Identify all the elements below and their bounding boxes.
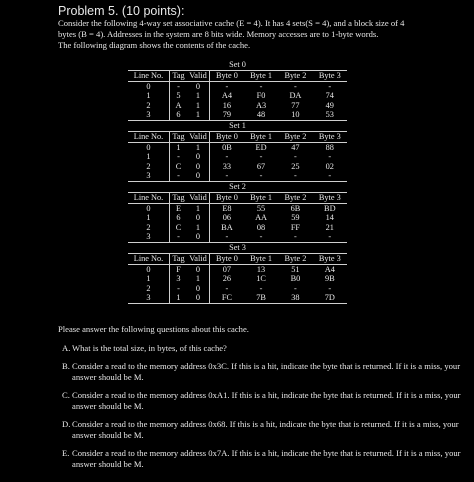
table-header-row xyxy=(128,192,347,203)
table-cell: F xyxy=(176,264,181,274)
table-cell: A3 xyxy=(255,100,267,110)
table-header-row xyxy=(128,253,347,264)
table-cell: - xyxy=(294,81,297,91)
table-row xyxy=(128,81,347,91)
column-header: Byte 3 xyxy=(313,192,347,203)
column-header: Byte 0 xyxy=(210,253,244,264)
cache-set-table xyxy=(128,131,347,182)
cache-set xyxy=(128,121,347,182)
problem-title: Problem 5. (10 points): xyxy=(58,4,185,18)
table-cell: 0 xyxy=(187,152,210,162)
table-cell: 0 xyxy=(187,232,210,242)
table-cell: 0 xyxy=(128,81,170,91)
table-cell: 38 xyxy=(278,293,312,303)
intro-line: Consider the following 4-way set associative cache (E = 4). It has 4 sets(S = 4), and a block size of 4 xyxy=(58,18,405,28)
table-cell: 6 xyxy=(176,213,181,223)
table-cell: 0 xyxy=(187,284,210,294)
table-row xyxy=(128,171,347,181)
table-cell: 26 xyxy=(222,274,232,284)
table-cell: - xyxy=(244,232,278,242)
table-cell: 21 xyxy=(325,222,334,232)
table-cell: 1 xyxy=(128,274,170,284)
table-cell: 3 xyxy=(128,171,170,181)
column-header: Valid xyxy=(187,71,210,82)
column-header: Line No. xyxy=(128,253,170,264)
set-label: Set 1 xyxy=(229,120,246,130)
table-cell: 0 xyxy=(187,81,210,91)
question-text: Consider a read to the memory address 0x7A. If this is a hit, indicate the byte that is returned. If it is a miss, your answer should be M. xyxy=(72,448,461,469)
questions-list xyxy=(58,343,470,470)
table-cell: 1 xyxy=(187,110,210,120)
table-cell: 1 xyxy=(128,152,170,162)
question-text: Consider a read to the memory address 0x68. If this is a hit, indicate the byte that is returned. If it is a miss, your answer should be M. xyxy=(72,419,459,440)
cache-set-table xyxy=(128,192,347,243)
table-cell: - xyxy=(313,171,347,181)
table-cell: - xyxy=(170,171,188,181)
table-cell: 1 xyxy=(187,223,210,233)
table-cell: - xyxy=(278,171,312,181)
question-key: E. xyxy=(62,448,70,458)
table-cell: 08 xyxy=(256,222,266,232)
set-label: Set 0 xyxy=(229,60,246,69)
table-cell: AA xyxy=(255,213,268,223)
column-header: Byte 3 xyxy=(313,131,347,142)
table-cell: 07 xyxy=(222,264,232,274)
table-cell: 13 xyxy=(256,264,266,274)
column-header: Valid xyxy=(187,131,210,142)
cache-set xyxy=(128,182,347,243)
table-cell: 0 xyxy=(187,171,210,181)
table-cell: 3 xyxy=(128,293,170,303)
table-cell: - xyxy=(259,283,263,293)
table-cell: E8 xyxy=(222,203,232,213)
table-cell: 48 xyxy=(244,110,278,120)
question-key: C. xyxy=(62,390,70,400)
table-cell: BA xyxy=(221,222,233,232)
column-header: Byte 2 xyxy=(278,192,312,203)
column-header: Byte 1 xyxy=(244,192,278,203)
set-label: Set 2 xyxy=(229,181,246,191)
table-row xyxy=(128,142,347,152)
table-cell: 79 xyxy=(210,110,244,120)
table-cell: 1 xyxy=(128,213,170,223)
questions-lead: Please answer the following questions about this cache. xyxy=(58,324,249,334)
question-item xyxy=(58,448,470,470)
table-cell: 9B xyxy=(324,274,335,284)
question-item xyxy=(58,419,470,441)
table-cell: 1 xyxy=(170,293,188,303)
table-cell: 7B xyxy=(244,293,278,303)
table-row xyxy=(128,91,347,101)
table-cell: - xyxy=(259,81,263,91)
table-cell: - xyxy=(294,152,297,162)
table-cell: 33 xyxy=(222,161,232,171)
table-cell: 2 xyxy=(128,284,170,294)
table-cell: 49 xyxy=(325,100,334,110)
table-cell: 1 xyxy=(187,101,210,111)
column-header: Tag xyxy=(170,71,188,82)
table-cell: ED xyxy=(255,142,267,152)
table-cell: 0 xyxy=(187,264,210,274)
table-cell: 0 xyxy=(128,203,170,213)
table-row xyxy=(128,274,347,284)
table-cell: C xyxy=(175,161,182,171)
table-cell: 1 xyxy=(187,203,210,213)
column-header: Line No. xyxy=(128,71,170,82)
column-header: Byte 3 xyxy=(313,253,347,264)
table-cell: 6B xyxy=(290,203,301,213)
table-cell: - xyxy=(328,81,332,91)
table-cell: C xyxy=(175,222,182,232)
table-cell: 2 xyxy=(128,223,170,233)
table-row xyxy=(128,293,347,303)
column-header: Valid xyxy=(187,253,210,264)
column-header: Byte 2 xyxy=(278,131,312,142)
question-key: B. xyxy=(62,361,70,371)
cache-set xyxy=(128,60,347,121)
table-cell: 02 xyxy=(325,161,334,171)
table-row xyxy=(128,203,347,213)
table-cell: 0 xyxy=(187,162,210,172)
table-cell: - xyxy=(328,152,332,162)
table-cell: - xyxy=(244,171,278,181)
table-cell: B0 xyxy=(290,274,301,284)
table-cell: 1 xyxy=(187,91,210,101)
table-header-row xyxy=(128,71,347,82)
table-row xyxy=(128,232,347,242)
table-cell: - xyxy=(225,81,229,91)
column-header: Byte 0 xyxy=(210,192,244,203)
table-cell: 3 xyxy=(176,274,181,284)
column-header: Line No. xyxy=(128,192,170,203)
question-text: What is the total size, in bytes, of this cache? xyxy=(72,343,227,353)
column-header: Tag xyxy=(170,192,188,203)
table-cell: 51 xyxy=(291,264,300,274)
table-cell: FF xyxy=(290,222,301,232)
table-cell: 0 xyxy=(187,293,210,303)
table-cell: 3 xyxy=(128,110,170,120)
table-cell: 06 xyxy=(222,213,232,223)
table-cell: - xyxy=(170,232,188,242)
cache-diagram xyxy=(128,60,347,304)
problem-intro xyxy=(58,18,468,51)
table-cell: A4 xyxy=(221,91,232,101)
table-cell: 0 xyxy=(128,142,170,152)
table-cell: 1 xyxy=(187,274,210,284)
column-header: Byte 0 xyxy=(210,131,244,142)
table-cell: 1 xyxy=(187,142,210,152)
table-cell: - xyxy=(177,283,180,293)
table-cell: BD xyxy=(324,203,336,213)
set-label: Set 3 xyxy=(229,242,246,252)
table-cell: 6 xyxy=(170,110,188,120)
table-cell: 2 xyxy=(128,101,170,111)
table-cell: - xyxy=(210,232,244,242)
table-cell: F0 xyxy=(256,91,266,101)
table-cell: 0 xyxy=(187,213,210,223)
table-row xyxy=(128,110,347,120)
table-cell: 10 xyxy=(278,110,312,120)
question-item xyxy=(58,390,470,412)
question-text: Consider a read to the memory address 0x3C. If this is a hit, indicate the byte that is returned. If it is a miss, your answer should be M. xyxy=(72,361,461,382)
questions-section xyxy=(58,324,470,477)
table-cell: 16 xyxy=(222,100,232,110)
table-cell: - xyxy=(313,232,347,242)
table-cell: 7D xyxy=(313,293,347,303)
table-cell: 3 xyxy=(128,232,170,242)
table-cell: 5 xyxy=(176,91,181,101)
column-header: Byte 0 xyxy=(210,71,244,82)
table-row xyxy=(128,162,347,172)
table-cell: 1 xyxy=(176,142,181,152)
column-header: Tag xyxy=(170,253,188,264)
question-key: A. xyxy=(62,343,71,353)
table-row xyxy=(128,213,347,223)
table-cell: - xyxy=(225,283,229,293)
table-cell: - xyxy=(259,152,263,162)
table-cell: A4 xyxy=(324,264,335,274)
table-cell: 47 xyxy=(291,142,300,152)
table-cell: 1 xyxy=(128,91,170,101)
table-cell: - xyxy=(225,152,229,162)
table-row xyxy=(128,223,347,233)
table-cell: 59 xyxy=(291,213,300,223)
column-header: Tag xyxy=(170,131,188,142)
table-cell: 67 xyxy=(256,161,266,171)
table-cell: - xyxy=(177,152,180,162)
table-cell: A xyxy=(175,100,182,110)
column-header: Byte 2 xyxy=(278,253,312,264)
column-header: Byte 3 xyxy=(313,71,347,82)
table-cell: 0B xyxy=(222,142,232,152)
table-cell: - xyxy=(294,283,297,293)
table-cell: - xyxy=(328,283,332,293)
table-row xyxy=(128,284,347,294)
table-cell: 14 xyxy=(325,213,334,223)
column-header: Byte 2 xyxy=(278,71,312,82)
table-row xyxy=(128,264,347,274)
column-header: Line No. xyxy=(128,131,170,142)
table-cell: 74 xyxy=(325,91,334,101)
intro-line: The following diagram shows the contents of the cache. xyxy=(58,40,251,50)
cache-set-table xyxy=(128,253,347,304)
table-cell: DA xyxy=(289,91,302,101)
table-cell: 77 xyxy=(291,100,300,110)
table-cell: 1C xyxy=(256,274,266,284)
column-header: Byte 1 xyxy=(244,71,278,82)
intro-line: bytes (B = 4). Addresses in the system are 8 bits wide. Memory accesses are to 1-byte words. xyxy=(58,29,379,39)
column-header: Byte 1 xyxy=(244,131,278,142)
cache-set xyxy=(128,243,347,304)
table-cell: 53 xyxy=(313,110,347,120)
cache-set-table xyxy=(128,70,347,121)
table-cell: E xyxy=(175,203,182,213)
question-text: Consider a read to the memory address 0xA1. If this is a hit, indicate the byte that is returned. If it is a miss, your answer should be M. xyxy=(72,390,461,411)
question-key: D. xyxy=(62,419,71,429)
table-row xyxy=(128,101,347,111)
question-item xyxy=(58,343,470,354)
table-header-row xyxy=(128,131,347,142)
table-cell: 2 xyxy=(128,162,170,172)
table-cell: FC xyxy=(210,293,244,303)
table-cell: - xyxy=(278,232,312,242)
table-cell: - xyxy=(210,171,244,181)
table-row xyxy=(128,152,347,162)
question-item xyxy=(58,361,470,383)
table-cell: - xyxy=(177,81,180,91)
table-cell: 55 xyxy=(256,203,266,213)
column-header: Valid xyxy=(187,192,210,203)
table-cell: 25 xyxy=(291,161,300,171)
table-cell: 88 xyxy=(325,142,334,152)
column-header: Byte 1 xyxy=(244,253,278,264)
table-cell: 0 xyxy=(128,264,170,274)
